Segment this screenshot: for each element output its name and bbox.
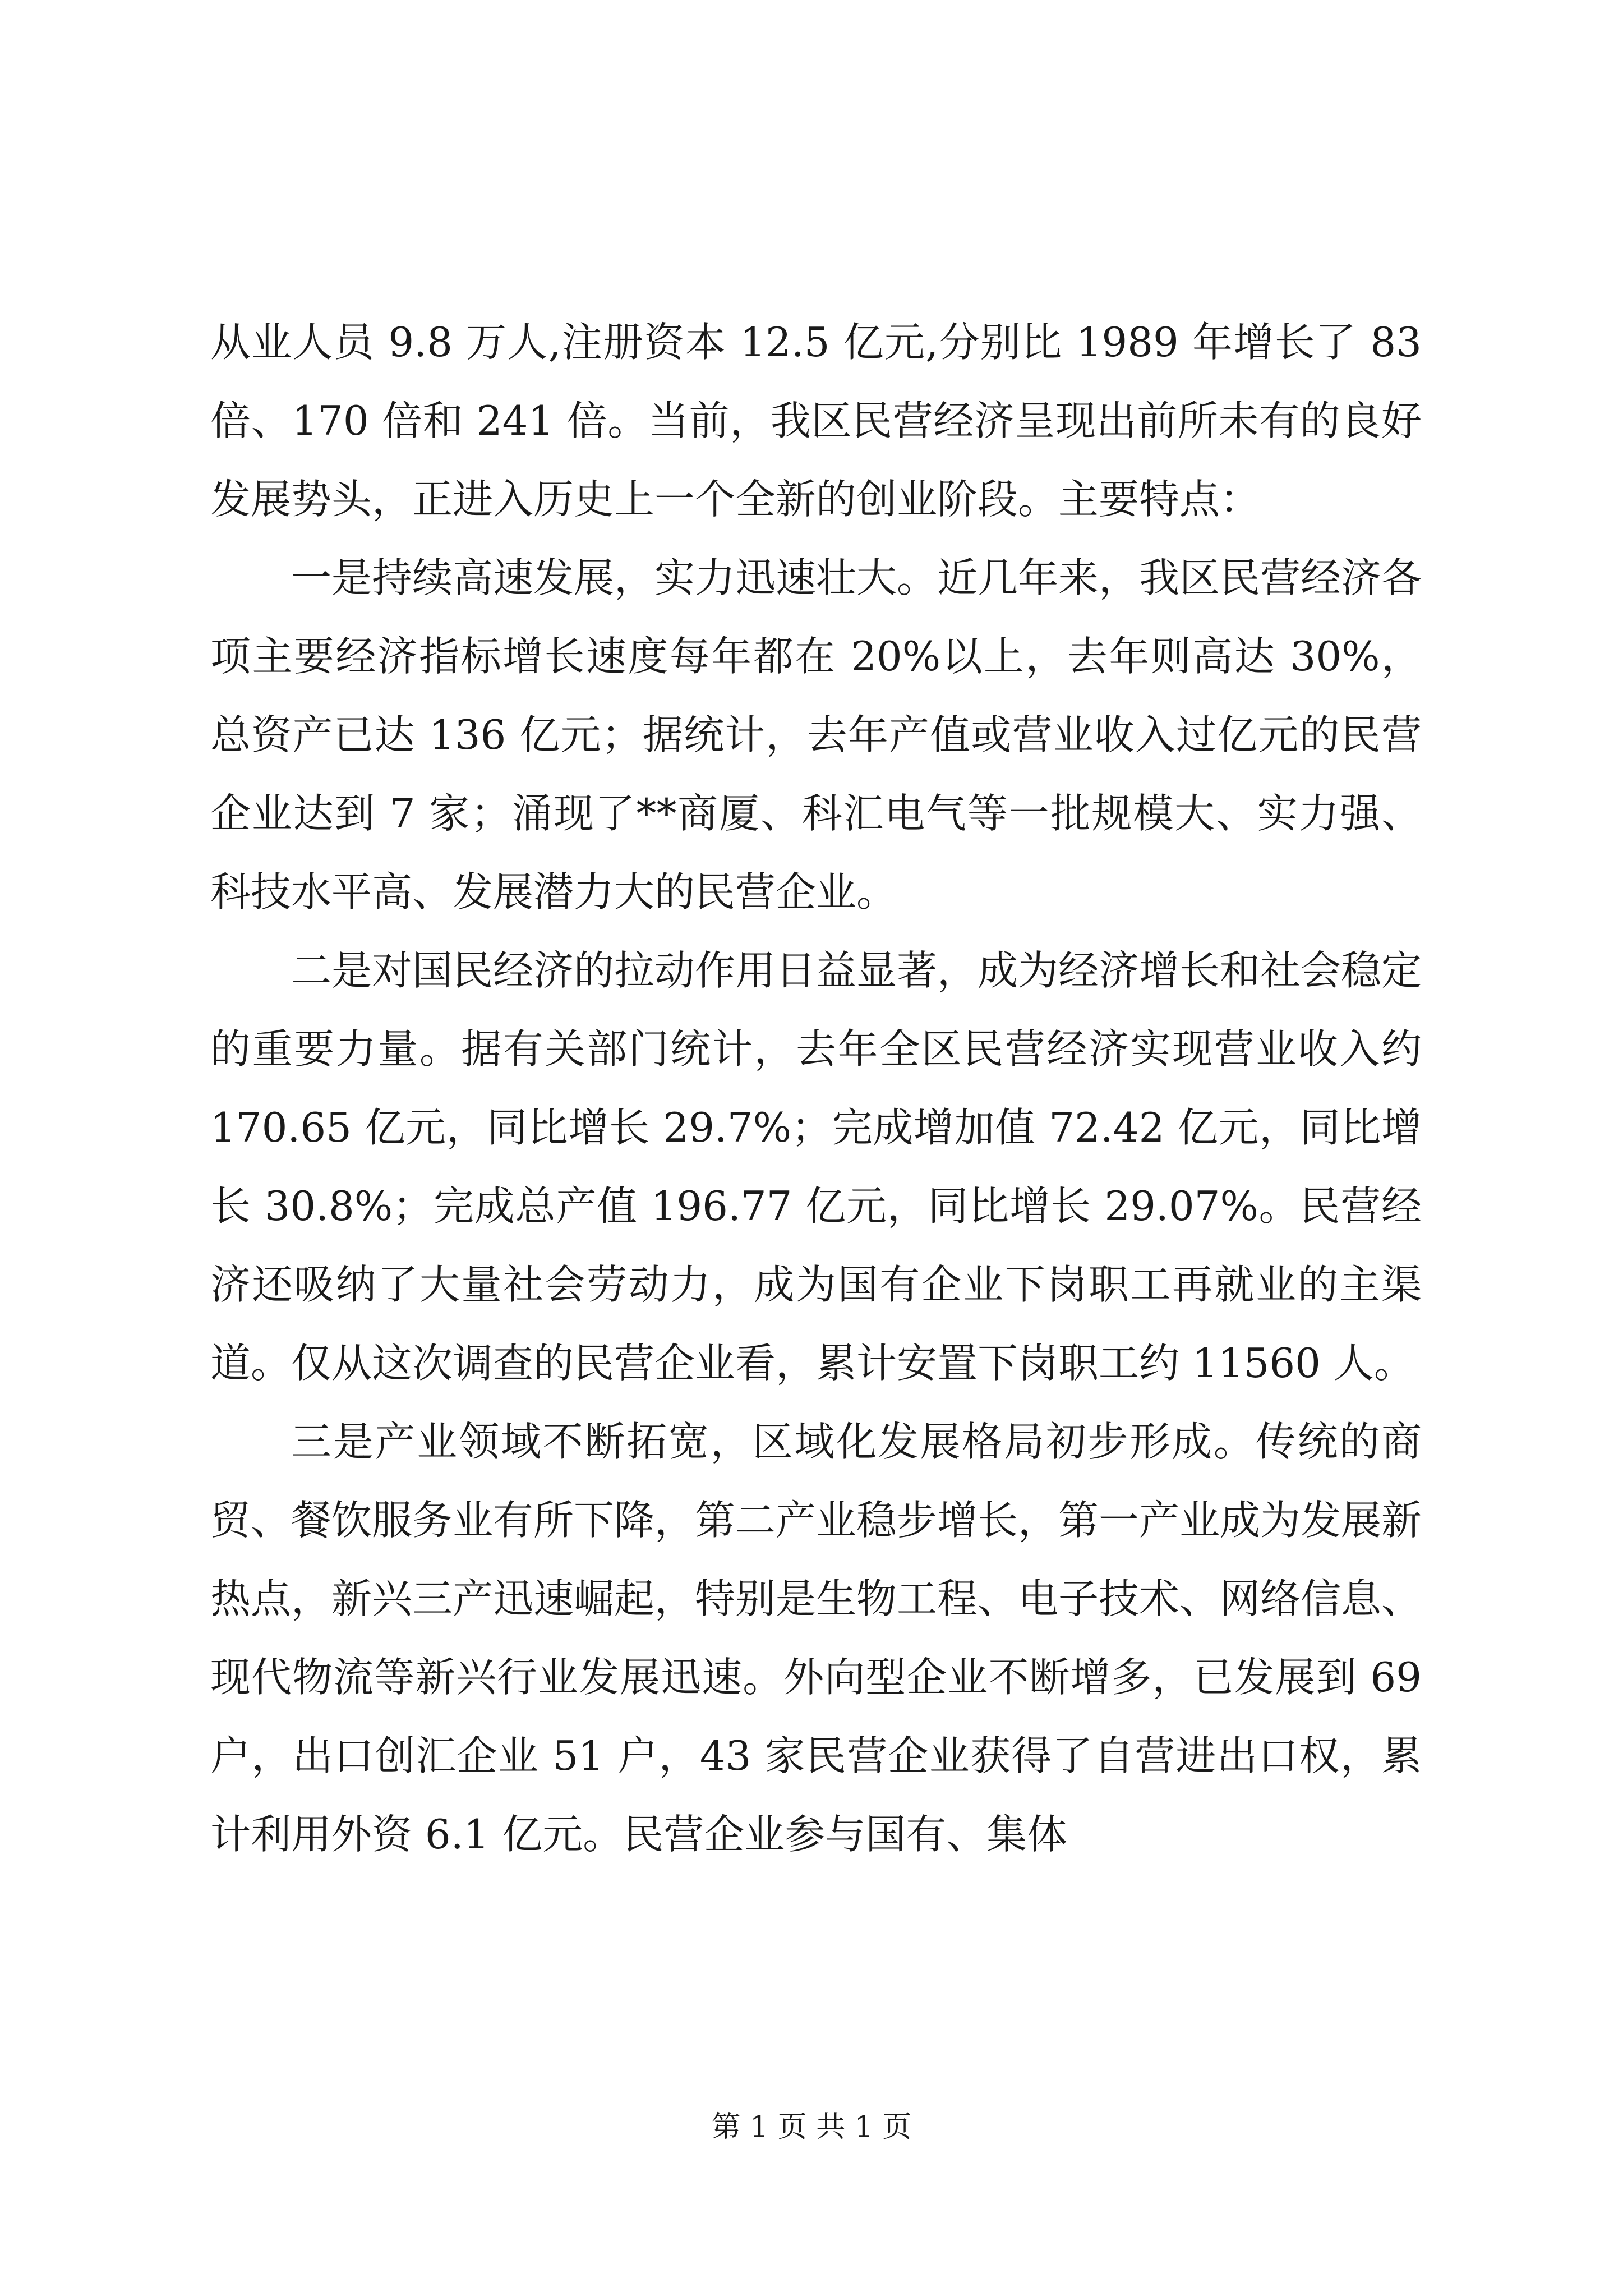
- document-body: [210, 303, 1422, 1874]
- paragraph-3: 二是对国民经济的拉动作用日益显著，成为经济增长和社会稳定的重要力量。据有关部门统计，去年全区民营经济实现营业收入约 170.65 亿元，同比增长 29.7%；完成增加值 72.42 亿元，同比增长 30.8%；完成总产值 196.77 亿元，同比增长 29.07%。民营经济还吸纳了大量社会劳动力，成为国有企业下岗职工再就业的主渠道。仅从这次调查的民营企业看，累计安置下岗职工约 11560 人。: [210, 947, 1422, 1387]
- paragraph-2: 一是持续高速发展，实力迅速壮大。近几年来，我区民营经济各项主要经济指标增长速度每年都在 20%以上，去年则高达 30%，总资产已达 136 亿元；据统计，去年产值或营业收入过亿元的民营企业达到 7 家；涌现了**商厦、科汇电气等一批规模大、实力强、科技水平高、发展潜力大的民营企业。: [210, 554, 1422, 915]
- paragraph-4: 三是产业领域不断拓宽，区域化发展格局初步形成。传统的商贸、餐饮服务业有所下降，第二产业稳步增长，第一产业成为发展新热点，新兴三产迅速崛起，特别是生物工程、电子技术、网络信息、现代物流等新兴行业发展迅速。外向型企业不断增多，已发展到 69 户，出口创汇企业 51 户，43 家民营企业获得了自营进出口权，累计利用外资 6.1 亿元。民营企业参与国有、集体: [210, 1418, 1422, 1858]
- paragraph-1: 从业人员 9.8 万人,注册资本 12.5 亿元,分别比 1989 年增长了 83 倍、170 倍和 241 倍。当前，我区民营经济呈现出前所未有的良好发展势头，正进入历史上一个全新的创业阶段。主要特点：: [210, 319, 1422, 523]
- page-footer: 第 1 页 共 1 页: [711, 2110, 912, 2144]
